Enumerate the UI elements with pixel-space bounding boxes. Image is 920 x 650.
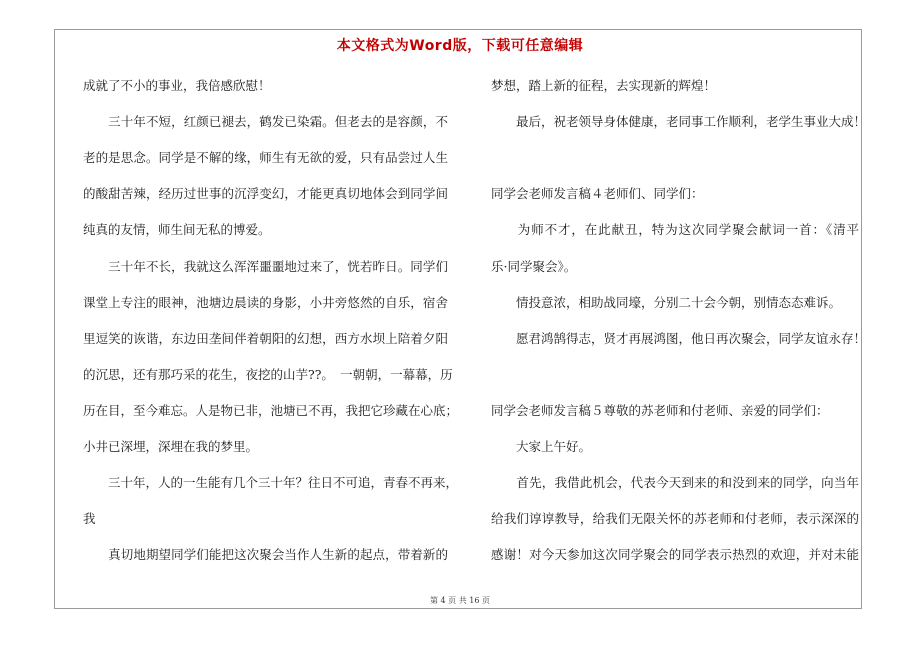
text-line: 为师不才，在此献丑，特为这次同学聚会献词一首：《清平 bbox=[491, 222, 859, 237]
text-line: 首先，我借此机会，代表今天到来的和没到来的同学，向当年 bbox=[491, 475, 859, 490]
text-line: 大家上午好。 bbox=[491, 439, 592, 454]
text-line: 历在目，至今难忘。人是物已非，池塘已不再，我把它珍藏在心底； bbox=[83, 403, 459, 418]
text-line: 里逗笑的诙谐，东边田垄间伴着朝阳的幻想，西方水坝上陪着夕阳 bbox=[83, 331, 448, 346]
page-number-footer: 第 4 页 共 16 页 bbox=[430, 596, 490, 605]
text-line: 感谢！对今天参加这次同学聚会的同学表示热烈的欢迎，并对未能 bbox=[491, 547, 859, 562]
text-line: 的酸甜苦辣，经历过世事的沉浮变幻，才能更真切地体会到同学间 bbox=[83, 186, 448, 201]
text-line: 三十年不长，我就这么浑浑噩噩地过来了，恍若昨日。同学们 bbox=[83, 259, 448, 274]
text-line: 最后，祝老领导身体健康，老同事工作顺利，老学生事业大成！ bbox=[491, 114, 867, 129]
text-line: 纯真的友情，师生间无私的博爱。 bbox=[83, 222, 271, 237]
text-line: 我 bbox=[83, 511, 96, 526]
text-line: 三十年不短，红颜已褪去，鹤发已染霜。但老去的是容颜，不 bbox=[83, 114, 448, 129]
text-line: 课堂上专注的眼神，池塘边晨读的身影，小井旁悠然的自乐，宿舍 bbox=[83, 295, 448, 310]
text-line: 愿君鸿鹄得志，贤才再展鸿图，他日再次聚会，同学友谊永存！ bbox=[491, 331, 867, 346]
text-line: 老的是思念。同学是不解的缘，师生有无欲的爱，只有品尝过人生 bbox=[83, 150, 448, 165]
text-line: 给我们谆谆教导，给我们无限关怀的苏老师和付老师，表示深深的 bbox=[491, 511, 859, 526]
section-heading: 同学会老师发言稿４老师们、同学们： bbox=[491, 186, 704, 201]
text-line: 的沉思，还有那巧采的花生，夜挖的山芋??。 一朝朝，一幕幕，历 bbox=[83, 367, 453, 382]
text-line: 小井已深埋，深埋在我的梦里。 bbox=[83, 439, 259, 454]
text-line: 真切地期望同学们能把这次聚会当作人生新的起点，带着新的 bbox=[83, 547, 448, 562]
text-line: 梦想，踏上新的征程，去实现新的辉煌！ bbox=[491, 78, 717, 93]
text-line: 三十年，人的一生能有几个三十年？往日不可追，青春不再来， bbox=[83, 475, 459, 490]
section-heading: 同学会老师发言稿５尊敬的苏老师和付老师、亲爱的同学们： bbox=[491, 403, 829, 418]
text-line: 情投意浓，相助战同壕，分别二十会今朝，别情态态难诉。 bbox=[491, 295, 842, 310]
text-line: 成就了不小的事业，我倍感欣慰！ bbox=[83, 78, 271, 93]
document-banner: 本文格式为Word版，下载可任意编辑 bbox=[336, 38, 584, 54]
text-line: 乐·同学聚会》。 bbox=[491, 259, 577, 274]
